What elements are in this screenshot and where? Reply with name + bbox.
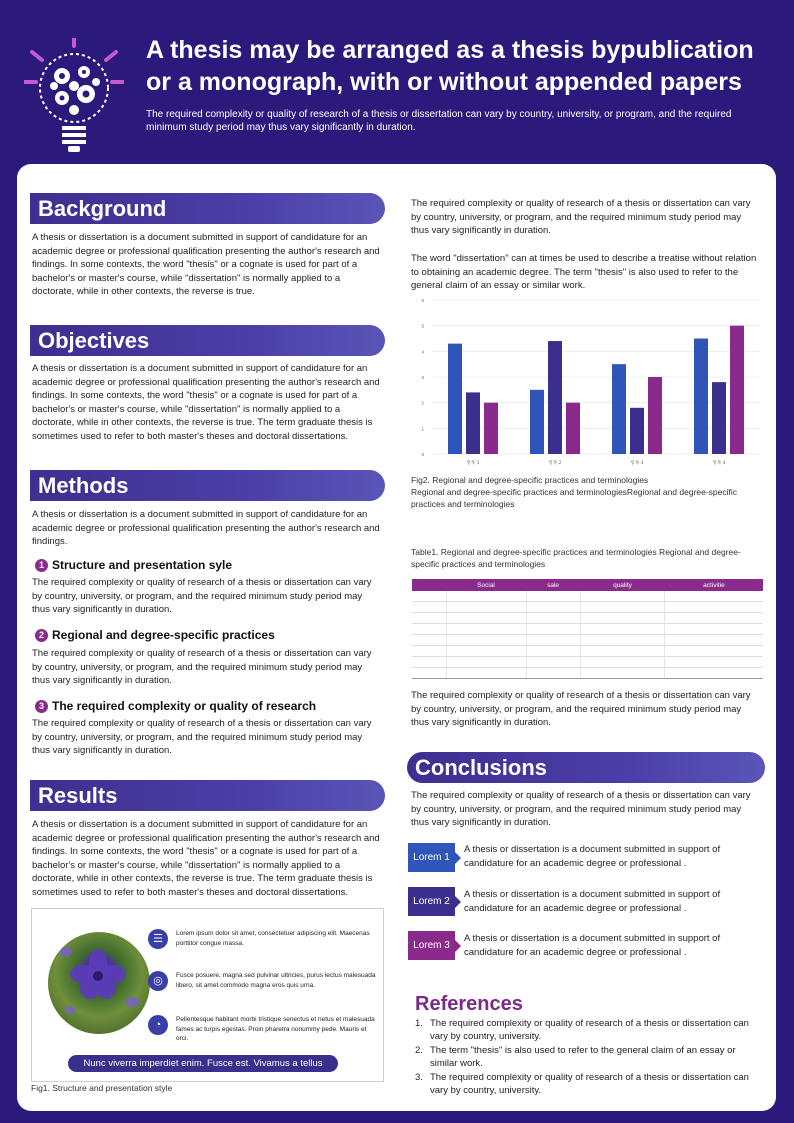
table-header-cell: Social [446, 579, 526, 591]
table-cell [665, 668, 763, 679]
y-tick-label: 4 [421, 349, 424, 355]
results-heading: Results [30, 780, 385, 811]
table-cell [446, 646, 526, 657]
target-icon: ◎ [148, 971, 168, 991]
conclusion-text-3: A thesis or dissertation is a document submitted in support of candidature for an academic degree or professional . [464, 933, 721, 958]
y-tick-label: 1 [421, 426, 424, 432]
x-tick-label: 항목 1 [466, 461, 480, 466]
figure-1-caption: Fig1. Structure and presentation style [31, 1083, 173, 1093]
table-cell [412, 591, 446, 602]
bar [466, 392, 480, 454]
table-header-cell [412, 579, 446, 591]
method-item-3-text: The required complexity or quality of research of a thesis or dissertation can vary by country, university, or program, and the required minimum study period may thus vary significantly in duration. [32, 718, 372, 757]
table-cell [446, 591, 526, 602]
bar [448, 344, 462, 454]
table-cell [446, 624, 526, 635]
pie-chart-icon: ◔ [148, 1015, 168, 1035]
table-cell [412, 668, 446, 679]
table-cell [446, 602, 526, 613]
figure-1: ☰ Lorem ipsum dolor sit amet, consectetuer adipiscing elit. Maecenas porttitor congue massa. ◎ Fusce posuere, magna sed pulvinar ultricies, purus lectus malesuada libero, sit amet commodo magna eros quis urna. ◔ Pellentesque habitant morbi tristique senectus et netus et malesuada fames ac turpis egestas. Proin pharetra nonummy pede. Mauris et orci. Nunc viverra imperdiet enim. Fusce est. Vivamus a tellus [31, 908, 384, 1082]
table-cell [580, 668, 665, 679]
conclusions-text: The required complexity or quality of research of a thesis or dissertation can vary by country, university, or program, and the required minimum study period may thus vary significantly in duration. [411, 790, 751, 829]
table-row [412, 646, 763, 657]
right-para-2: The word "dissertation" can at times be used to describe a treatise without relation to obtaining an academic degree. The term "thesis" is also used to refer to the general claim of an essay or similar work. [411, 253, 757, 292]
table-cell [665, 602, 763, 613]
background-heading: Background [30, 193, 385, 224]
table-cell [412, 613, 446, 624]
table-header-row [412, 579, 763, 591]
table-row [412, 591, 763, 602]
table-row [412, 613, 763, 624]
poster-title: A thesis may be arranged as a thesis bypublication or a monograph, with or without appended papers [146, 36, 754, 96]
flower-photo [48, 932, 150, 1034]
bar [484, 403, 498, 454]
method-item-1-text: The required complexity or quality of research of a thesis or dissertation can vary by country, university, or program, and the required minimum study period may thus vary significantly in duration. [32, 577, 372, 616]
bar [530, 390, 544, 454]
table-header-cell: quality [580, 579, 665, 591]
conclusion-text-1: A thesis or dissertation is a document submitted in support of candidature for an academic degree or professional . [464, 844, 721, 869]
conclusion-tag-3: Lorem 3 [408, 931, 455, 960]
table-row [412, 657, 763, 668]
conclusions-heading: Conclusions [407, 752, 765, 783]
right-para-1: The required complexity or quality of research of a thesis or dissertation can vary by country, university, or program, and the required minimum study period may thus vary significantly in duration. [411, 198, 751, 237]
reference-item: 1. The required complexity or quality of research of a thesis or dissertation can vary by country, university. [415, 1018, 749, 1043]
table-row [412, 635, 763, 646]
figure-banner: Nunc viverra imperdiet enim. Fusce est. Vivamus a tellus [68, 1055, 338, 1072]
table-row [412, 668, 763, 679]
table-cell [526, 602, 580, 613]
table-cell [665, 591, 763, 602]
number-badge: 2 [35, 629, 48, 642]
y-tick-label: 5 [421, 323, 424, 329]
number-badge: 1 [35, 559, 48, 572]
table-row [412, 624, 763, 635]
references-list [415, 1017, 760, 1097]
table-header-cell: activitie [665, 579, 763, 591]
y-tick-label: 6 [421, 298, 424, 303]
bar [566, 403, 580, 454]
conclusion-tag-1: Lorem 1 [408, 843, 455, 872]
table-cell [526, 624, 580, 635]
table-cell [412, 624, 446, 635]
table-cell [526, 635, 580, 646]
table-header-cell: sale [526, 579, 580, 591]
bar [612, 364, 626, 454]
methods-heading: Methods [30, 470, 385, 501]
table-cell [580, 646, 665, 657]
table-cell [580, 591, 665, 602]
x-tick-label: 항목 2 [548, 461, 562, 466]
table-cell [580, 624, 665, 635]
y-tick-label: 3 [421, 375, 424, 380]
table-cell [412, 657, 446, 668]
methods-text: A thesis or dissertation is a document submitted in support of candidature for an academic degree or professional qualification presenting the author's research and findings. [32, 509, 380, 548]
table-row [412, 602, 763, 613]
reference-item: 3. The required complexity or quality of research of a thesis or dissertation can vary by country, university. [415, 1071, 749, 1097]
table-cell [526, 591, 580, 602]
poster-body [17, 164, 776, 1111]
table-cell [446, 657, 526, 668]
method-item-1-title: 1 Structure and presentation syle [35, 558, 232, 572]
table-cell [446, 613, 526, 624]
table-cell [665, 646, 763, 657]
table-cell [412, 602, 446, 613]
table-cell [665, 624, 763, 635]
table-cell [446, 668, 526, 679]
bar [712, 382, 726, 454]
poster-header [0, 0, 794, 165]
document-icon: ☰ [148, 929, 168, 949]
table-cell [580, 602, 665, 613]
table-cell [526, 657, 580, 668]
bar [630, 408, 644, 454]
table-cell [665, 613, 763, 624]
method-item-2-title: 2 Regional and degree-specific practices [35, 628, 275, 642]
x-tick-label: 항목 3 [630, 461, 644, 466]
y-tick-label: 0 [421, 452, 424, 457]
lightbulb-gears-icon [24, 38, 124, 168]
poster-subtitle: The required complexity or quality of research of a thesis or dissertation can vary by country, university, or program, and the required minimum study period may thus vary significantly in duration. [146, 109, 732, 133]
table-cell [665, 657, 763, 668]
bar [548, 341, 562, 454]
right-para-3: The required complexity or quality of research of a thesis or dissertation can vary by country, university, or program, and the required minimum study period may thus vary significantly in duration. [411, 690, 751, 729]
table-cell [412, 646, 446, 657]
table-1-caption: Table1. Regional and degree-specific practices and terminologies Regional and degree-specific practices and terminologies [411, 547, 741, 569]
table-cell [665, 635, 763, 646]
table-cell [412, 635, 446, 646]
figure-2-caption-detail: Regional and degree-specific practices and terminologiesRegional and degree-specific practices and terminologies [411, 487, 738, 509]
background-text: A thesis or dissertation is a document submitted in support of candidature for an academic degree or professional qualification presenting the author's research and findings. In some contexts, the word "thesis" or a cognate is used for part of a bachelor's or master's course, while "dissertation" is normally applied to a doctorate, while in other contexts, the reverse is true. [32, 232, 380, 298]
table-cell [580, 613, 665, 624]
y-tick-label: 2 [421, 400, 424, 406]
table-cell [580, 657, 665, 668]
objectives-heading: Objectives [30, 325, 385, 356]
bar [648, 377, 662, 454]
results-text: A thesis or dissertation is a document submitted in support of candidature for an academic degree or professional qualification presenting the author's research and findings. In some contexts, the word "thesis" or a cognate is used for part of a bachelor's or master's course, while "dissertation" is normally applied to a doctorate, while in other contexts, the reverse is true. The term graduate thesis is sometimes used to refer to both master's theses and doctoral dissertations. [32, 819, 380, 898]
number-badge: 3 [35, 700, 48, 713]
bar-chart [410, 294, 765, 474]
bar [694, 339, 708, 455]
reference-item: 2. The term "thesis" is also used to refer to the general claim of an essay or similar work. [415, 1044, 736, 1070]
table-cell [446, 635, 526, 646]
table-cell [526, 613, 580, 624]
table-cell [580, 635, 665, 646]
references-heading: References [415, 993, 523, 1015]
method-item-3-title: 3 The required complexity or quality of research [35, 699, 316, 713]
conclusion-text-2: A thesis or dissertation is a document submitted in support of candidature for an academic degree or professional . [464, 889, 721, 914]
bar [730, 326, 744, 454]
table-cell [526, 668, 580, 679]
method-item-2-text: The required complexity or quality of research of a thesis or dissertation can vary by country, university, or program, and the required minimum study period may thus vary significantly in duration. [32, 648, 372, 687]
objectives-text: A thesis or dissertation is a document submitted in support of candidature for an academic degree or professional qualification presenting the author's research and findings. In some contexts, the word "thesis" or a cognate is used for part of a bachelor's or master's course, while "dissertation" is normally applied to a doctorate, while in other contexts, the reverse is true. The term graduate thesis is sometimes used to refer to both master's theses and doctoral dissertations. [32, 363, 380, 442]
x-tick-label: 항목 4 [712, 461, 726, 466]
table-cell [526, 646, 580, 657]
data-table [412, 579, 763, 679]
conclusion-tag-2: Lorem 2 [408, 887, 455, 916]
figure-2-caption: Fig2. Regional and degree-specific practices and terminologies [411, 475, 649, 485]
